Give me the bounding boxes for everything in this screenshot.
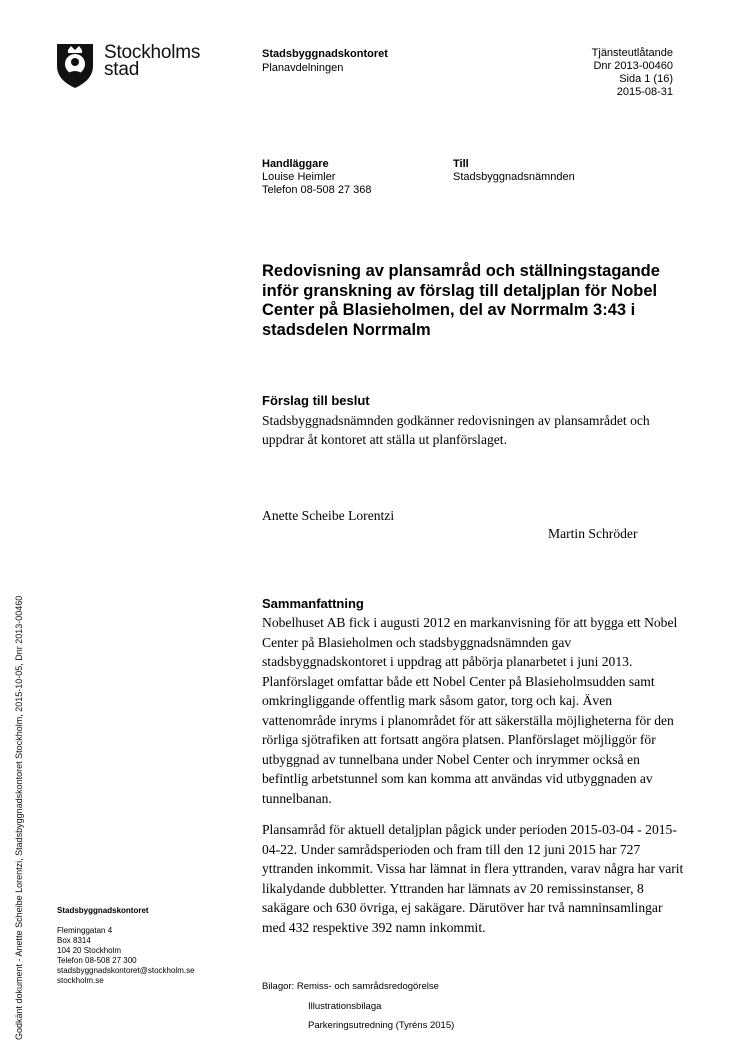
- handlaggare-block: Handläggare Louise Heimler Telefon 08-508 27 368: [262, 158, 372, 196]
- department: Planavdelningen: [262, 62, 344, 74]
- attachments: [262, 977, 454, 1036]
- document-meta: [592, 47, 673, 99]
- attachment-item: Parkeringsutredning (Tyréns 2015): [308, 1020, 455, 1031]
- footer-org-name: Stadsbyggnadskontoret: [57, 906, 149, 915]
- signature-second: Martin Schröder: [548, 526, 638, 541]
- doc-type: Tjänsteutlåtande: [591, 47, 673, 59]
- dnr: Dnr 2013-00460: [593, 60, 673, 72]
- document-title: Redovisning av plansamråd och ställningstagande inför granskning av förslag till detaljplan för Nobel Center på Blasieholmen, del av Norrmalm 3:43 i stadsdelen Norrmalm: [262, 262, 660, 339]
- handlaggare-name: Louise Heimler: [262, 171, 336, 183]
- summary-heading: Sammanfattning: [262, 596, 364, 611]
- logo-wordmark: Stockholms stad: [104, 42, 201, 80]
- approval-text: Godkänt dokument - Anette Scheibe Lorentzi, Stadsbyggnadskontoret Stockholm, 2015-10-05, Dnr 2013-00460: [14, 595, 24, 1040]
- proposal-text: Stadsbyggnadsnämnden godkänner redovisningen av plansamrådet och uppdrar åt kontoret att ställa ut planförslaget.: [262, 413, 650, 447]
- till-block: Till Stadsbyggnadsnämnden: [453, 158, 575, 183]
- page-number: Sida 1 (16): [619, 73, 673, 85]
- attachment-item: Illustrationsbilaga: [308, 1000, 382, 1012]
- footer-email: stadsbyggnadskontoret@stockholm.se: [57, 966, 195, 975]
- org-block: [262, 47, 388, 75]
- proposal-heading: Förslag till beslut: [262, 393, 370, 408]
- handlaggare-phone: Telefon 08-508 27 368: [262, 184, 372, 196]
- footer-web: stockholm.se: [57, 976, 104, 985]
- footer-address: Stadsbyggnadskontoret Fleminggatan 4 Box 8314 104 20 Stockholm Telefon 08-508 27 300 stadsbyggnadskontoret@stockholm.se stockholm.se: [57, 906, 195, 985]
- signature-first: Anette Scheibe Lorentzi: [262, 508, 395, 523]
- till-value: Stadsbyggnadsnämnden: [453, 171, 575, 183]
- approval-stamp: [0, 0, 24, 1056]
- summary-paragraph-2: Plansamråd för aktuell detaljplan pågick under perioden 2015-03-04 - 2015-04-22. Under samrådsperioden och fram till den 12 juni 2015 har 727 yttranden inkommit. Vissa har lämnat in flera yttranden, varav några har varit likalydande dubbletter. Yttranden har lämnats av 20 remissinstanser, 8 sakägare och 630 övriga, ej sakägare. Därutöver har två namninsamlingar med 432 respektive 392 namn inkommit.: [262, 822, 684, 935]
- doc-date: 2015-08-31: [616, 86, 673, 98]
- city-crest-icon: [55, 40, 95, 90]
- org-name: Stadsbyggnadskontoret: [262, 48, 388, 60]
- attachment-item: Bilagor: Remiss- och samrådsredogörelse: [262, 981, 439, 992]
- summary-paragraph-1: Nobelhuset AB fick i augusti 2012 en markanvisning för att bygga ett Nobel Center på Blasieholmen och stadsbyggnadsnämnden gav stadsbyggnadskontoret i uppdrag att påbörja planarbetet i juni 2013. Planförslaget omfattar både ett Nobel Center på Blasieholmsudden samt omkringliggande offentlig mark såsom gator, torg och kaj. Även vattenområde inryms i planområdet för att säkerställa möjligheterna för den rörliga sjötrafiken att fortsatt angöra platsen. Planförslaget möjliggör för utbyggnad av tunnelbana under Nobel Center och inrymmer också en befintlig arbetstunnel som kan komma att användas vid utbyggnaden av tunnelbanan.: [262, 615, 678, 806]
